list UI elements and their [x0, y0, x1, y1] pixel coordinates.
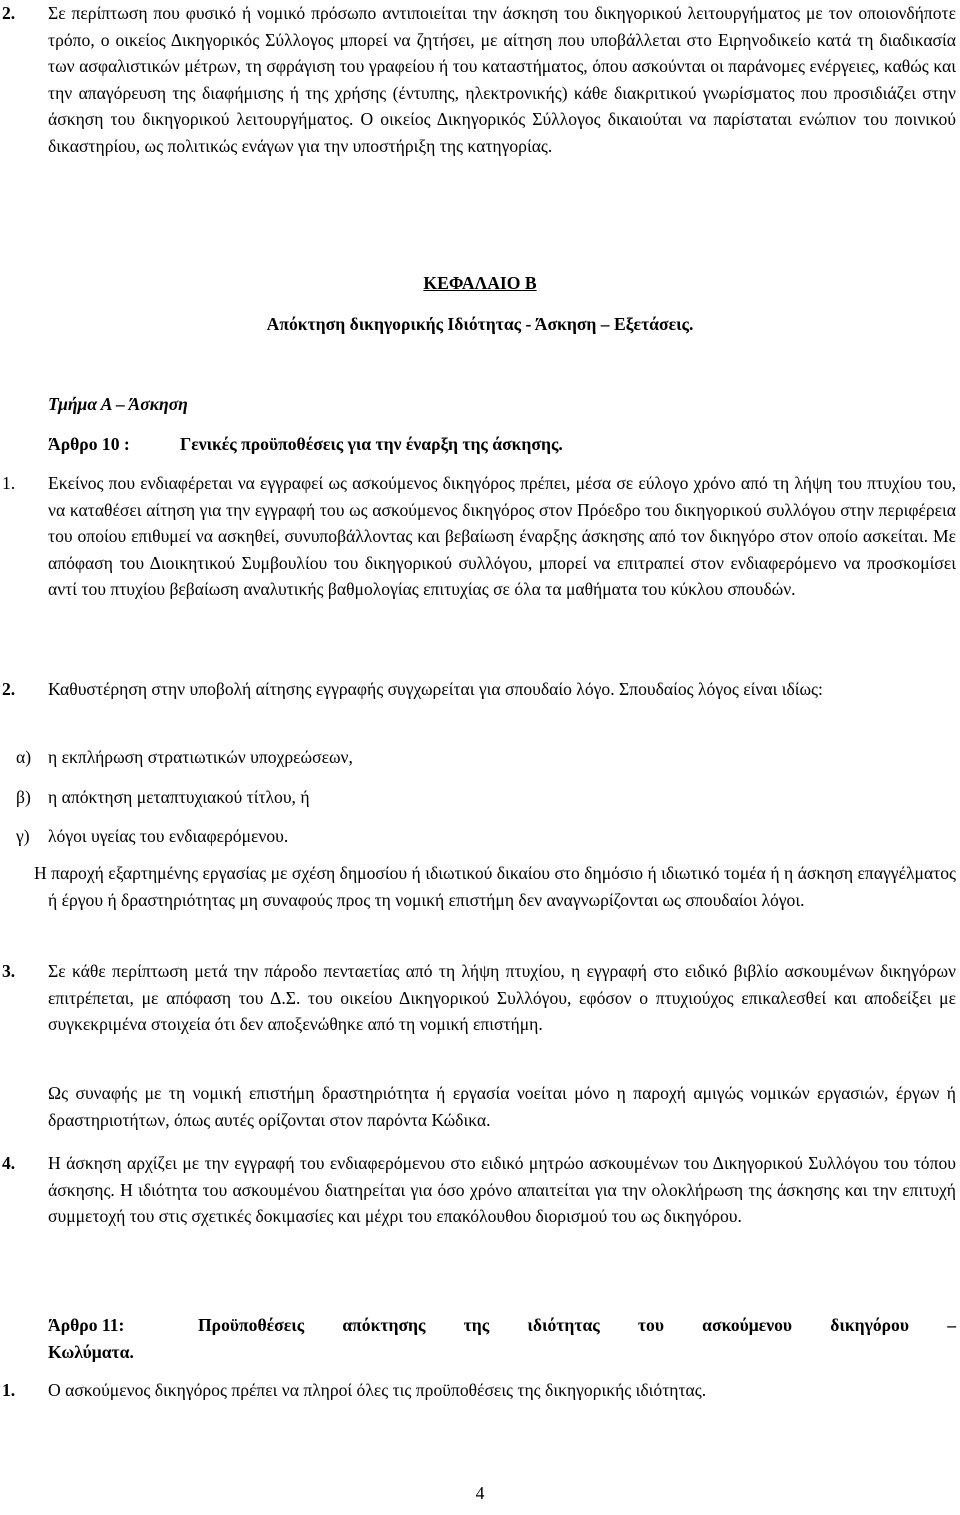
paragraph-number: 1. [2, 473, 16, 493]
list-item [16, 823, 288, 850]
paragraph-number: 2. [2, 3, 16, 23]
list-item-label: γ) [16, 826, 30, 846]
paragraph-2 [2, 0, 956, 160]
list-item-text: η εκπλήρωση στρατιωτικών υποχρεώσεων, [48, 747, 353, 767]
chapter-title: ΚΕΦΑΛΑΙΟ Β [423, 273, 537, 293]
article-10-paragraph-1 [2, 470, 956, 603]
article-11-heading [48, 1312, 956, 1365]
article-label: Άρθρο 11: [48, 1315, 125, 1335]
paragraph-text: Σε περίπτωση που φυσικό ή νομικό πρόσωπο αντιποιείται την άσκηση του δικηγορικού λειτουργήματος με τον οποιονδήποτε τρόπο, ο οικείος Δικηγορικός Σύλλογος μπορεί να ζητήσει, με αίτηση που υποβάλλεται στο Ειρηνοδικείο κατά τη διαδικασία των ασφαλιστικών μέτρων, τη σφράγιση του γραφείου ή του καταστήματος, όπου ασκούνται οι παράνομες ενέργειες, καθώς και την απαγόρευση της διαφήμισης ή της χρήσης (έντυπης, ηλεκτρονικής) κάθε διακριτικού γνωρίσματος που προσιδιάζει στην άσκηση του δικηγορικού λειτουργήματος. Ο οικείος Δικηγορικός Σύλλογος δικαιούται να παρίσταται ενώπιον του ποινικού δικαστηρίου, ως πολιτικώς ενάγων για την υποστήριξη της κατηγορίας. [48, 3, 956, 156]
list-item-label: α) [16, 747, 32, 767]
paragraph-text: Ο ασκούμενος δικηγόρος πρέπει να πληροί όλες τις προϋποθέσεις της δικηγορικής ιδιότητας. [48, 1380, 707, 1400]
article-title-continued: Κωλύματα. [48, 1341, 134, 1362]
chapter-subtitle: Απόκτηση δικηγορικής Ιδιότητας - Άσκηση – Εξετάσεις. [266, 314, 694, 334]
paragraph-2-extra: Η παροχή εξαρτημένης εργασίας με σχέση δημοσίου ή ιδιωτικού δικαίου στο δημόσιο ή ιδιωτικό τομέα ή η άσκηση επαγγέλματος ή έργου ή δραστηριότητας μη συναφούς προς τη νομική επιστήμη δεν αναγνωρίζονται ως σπουδαίοι λόγοι. [34, 863, 956, 910]
paragraph-number: 3. [2, 961, 16, 981]
page-number: 4 [475, 1483, 485, 1503]
list-item-text: η απόκτηση μεταπτυχιακού τίτλου, ή [48, 787, 310, 807]
paragraph-text: Η άσκηση αρχίζει με την εγγραφή του ενδιαφερόμενου στο ειδικό μητρώο ασκουμένων του Δικηγορικού Συλλόγου του τόπου άσκησης. Η ιδιότητα του ασκουμένου διατηρείται για όσο χρόνο απαιτείται για την ολοκλήρωση της άσκησης και την επιτυχή συμμετοχή του στις σχετικές δοκιμασίες και μέχρι του επακόλουθου διορισμού του ως δικηγόρου. [48, 1153, 956, 1227]
paragraph-number: 1. [2, 1380, 16, 1400]
paragraph-text: Καθυστέρηση στην υποβολή αίτησης εγγραφής συγχωρείται για σπουδαίο λόγο. Σπουδαίος λόγος είναι ιδίως: [48, 679, 823, 699]
article-10-heading [48, 431, 956, 458]
article-10-paragraph-2 [2, 676, 956, 703]
paragraph-text: Σε κάθε περίπτωση μετά την πάροδο πενταετίας από τη λήψη πτυχίου, η εγγραφή στο ειδικό βιβλίο ασκουμένων δικηγόρων επιτρέπεται, με απόφαση του Δ.Σ. του οικείου Δικηγορικού Συλλόγου, εφόσον ο πτυχιούχος επικαλεσθεί και αποδείξει με συγκεκριμένα στοιχεία ότι δεν αποξενώθηκε από τη νομική επιστήμη. [48, 961, 956, 1035]
paragraph-text: Εκείνος που ενδιαφέρεται να εγγραφεί ως ασκούμενος δικηγόρος πρέπει, μέσα σε εύλογο χρόνο από τη λήψη του πτυχίου του, να καταθέσει αίτηση για την εγγραφή του ως ασκούμενος δικηγόρος στον Πρόεδρο του δικηγορικού συλλόγου στην περιφέρεια του οποίου επιθυμεί να ασκηθεί, συνυποβάλλοντας και βεβαίωση έναρξης άσκησης από τον δικηγόρο στον οποίο ασκείται. Με απόφαση του Διοικητικού Συμβουλίου του δικηγορικού συλλόγου, μπορεί να επιτραπεί στον ενδιαφερόμενο να προσκομίσει αντί του πτυχίου βεβαίωση αναλυτικής βαθμολογίας επιτυχίας σε όλα τα μαθήματα του κύκλου σπουδών. [48, 473, 956, 600]
article-label: Άρθρο 10 : [48, 434, 130, 454]
article-title: Προϋποθέσεις απόκτησης της ιδιότητας του ασκούμενου δικηγόρου – [198, 1315, 956, 1335]
paragraph-number: 4. [2, 1153, 16, 1173]
list-item [16, 784, 310, 811]
article-11-paragraph-1 [2, 1377, 956, 1404]
list-item-text: λόγοι υγείας του ενδιαφερόμενου. [48, 826, 289, 846]
section-title: Τμήμα Α – Άσκηση [48, 394, 188, 414]
list-item-label: β) [16, 787, 31, 807]
article-10-paragraph-4 [2, 1150, 956, 1230]
article-10-paragraph-3 [2, 958, 956, 1038]
paragraph-3-extra: Ως συναφής με τη νομική επιστήμη δραστηριότητα ή εργασία νοείται μόνο η παροχή αμιγώς νομικών εργασιών, έργων ή δραστηριοτήτων, όπως αυτές ορίζονται στον παρόντα Κώδικα. [48, 1083, 956, 1130]
paragraph-number: 2. [2, 679, 16, 699]
article-title: Γενικές προϋποθέσεις για την έναρξη της άσκησης. [180, 434, 563, 454]
list-item [16, 744, 353, 771]
